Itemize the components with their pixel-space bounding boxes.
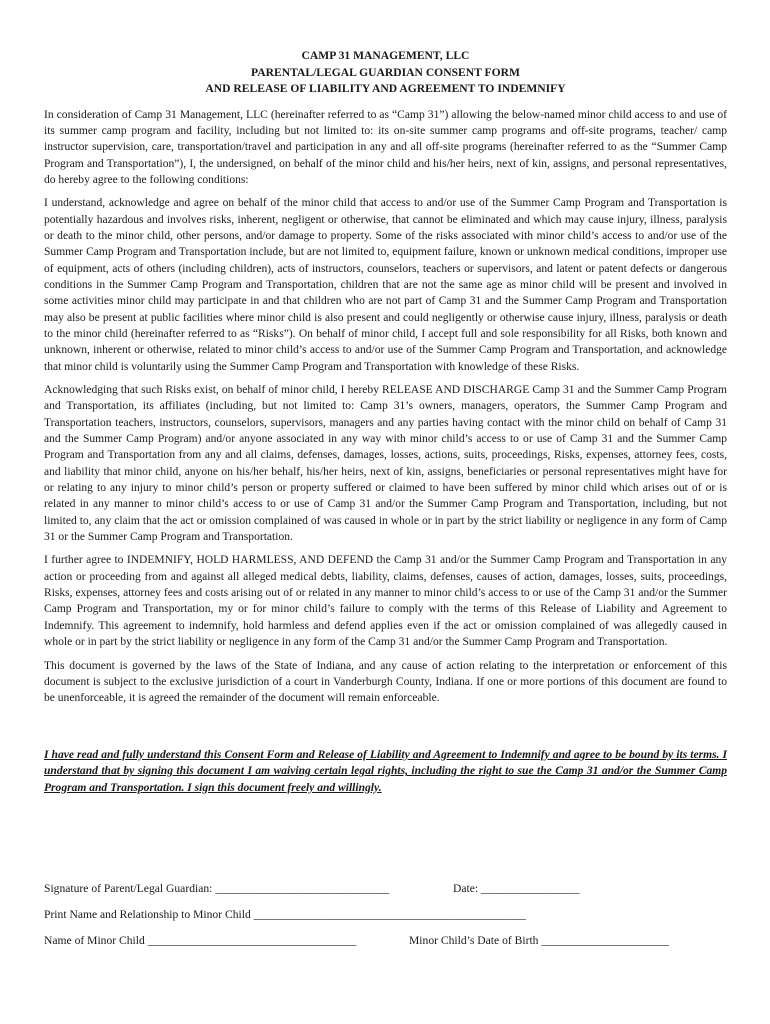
minor-birth-date-line: Minor Child’s Date of Birth ______________________ [409,934,669,947]
signature-row-guardian [44,882,727,908]
form-subtitle: AND RELEASE OF LIABILITY AND AGREEMENT TO INDEMNIFY [205,82,566,95]
guardian-signature-line: Signature of Parent/Legal Guardian: ______________________________ [44,882,390,895]
paragraph-release: Acknowledging that such Risks exist, on behalf of minor child, I hereby RELEASE AND DISCHARGE Camp 31 and the Summer Camp Program and Transportation, its affiliates (including, but not limited to: Camp 31’s owners, managers, operators, the Summer Camp Program and Transportation teachers, instructors, counselors, supervisors, managers and any parties having contact with the minor child on behalf of Camp 31 and the Summer Camp Program) and/or anyone associated in any way with minor child’s access to or use of Camp 31 and the Summer Camp Program and Transportation from any and all claims, defenses, damages, losses, actions, suits, proceedings, Risks, expenses, attorney fees, costs, and liability that minor child, anyone on his/her behalf, his/her heirs, next of kin, assigns, beneficiaries or personal representatives might have for or relating to any injury to minor child’s person or property suffered or claimed to have been suffered by minor child which arises out of or is related in any manner to minor child’s access to or use of Camp 31 and/or the Summer Camp Program and Transportation, including, but not limited to, any claim that the act or omission complained of was caused in whole or in part by the strict liability or negligence in any form of Camp 31 or the Summer Camp Program and Transportation. [44,384,727,544]
form-title: PARENTAL/LEGAL GUARDIAN CONSENT FORM [251,65,520,79]
date-line: Date: _________________ [453,882,580,895]
minor-name-line: Name of Minor Child ____________________________________ [44,934,357,947]
paragraph-risks: I understand, acknowledge and agree on behalf of the minor child that access to and/or use of the Summer Camp Program and Transportation is potentially hazardous and involves risks, inherent, negligent or otherwise, that cannot be eliminated and which may cause injury, illness, paralysis or death to the minor child, other persons, and/or damage to property. Some of the risks associated with minor child’s access to and/or use of the Summer Camp Program and Transportation include, but are not limited to, equipment failure, known or unknown medical conditions, improper use of equipment, acts of others (including children), acts of instructors, counselors, teachers or supervisors, and latent or patent defects or dangerous conditions in the Summer Camp Program and Transportation, children that are not the same age as minor child will be present and involved in some activities minor child may participate in and that children who are not part of Camp 31 and the Summer Camp Program and Transportation may also be present at public facilities where minor child is also present and could negligently or otherwise cause injury, illness, paralysis or death to the minor child (hereinafter referred to as “Risks”). On behalf of minor child, I accept full and sole responsibility for all Risks, both known and unknown, inherent or otherwise, related to minor child’s access to and/or use of the Summer Camp Program and Transportation, and acknowledge that minor child is voluntarily using the Summer Camp Program and Transportation with knowledge of these Risks. [44,197,727,373]
paragraph-governing-law: This document is governed by the laws of the State of Indiana, and any cause of action relating to the interpretation or enforcement of this document is subject to the exclusive jurisdiction of a court in Vanderburgh County, Indiana. If one or more portions of this document are found to be unenforceable, it is agreed the remainder of the document will remain enforceable. [44,659,727,705]
document-header [44,48,727,98]
company-name: CAMP 31 MANAGEMENT, LLC [301,49,470,62]
print-name-line: Print Name and Relationship to Minor Child _______________________________________________ [44,908,527,921]
paragraph-consideration: In consideration of Camp 31 Management, LLC (hereinafter referred to as “Camp 31”) allowing the below-named minor child access to and use of its summer camp program and facility, including but not limited to: its on-site summer camp programs and off-site programs, teacher/ camp instructor supervision, care, transportation/travel and participation in any and all off-site programs (hereinafter referred to as the “Summer Camp Program and Transportation”), I, the undersigned, on behalf of the minor child and his/her heirs, next of kin, assigns, and personal representatives, do hereby agree to the following conditions: [44,108,727,186]
paragraph-indemnify: I further agree to INDEMNIFY, HOLD HARMLESS, AND DEFEND the Camp 31 and/or the Summer Camp Program and Transportation in any action or proceeding from and against all alleged medical debts, liability, claims, defenses, causes of action, damages, losses, suits, proceedings, Risks, expenses, attorney fees and costs arising out of or related in any manner to minor child’s access to or use of the Camp 31 and/or the Summer Camp Program and Transportation, my or for minor child’s failure to comply with the terms of this Release of Liability and Agreement to Indemnify. This agreement to indemnify, hold harmless and defend applies even if the act or omission complained of was allegedly caused in whole or in part by the strict liability or negligence in any form of the Camp 31 and/or the Summer Camp Program and Transportation. [44,554,727,649]
signature-row-minor [44,934,727,960]
acknowledgement-statement: I have read and fully understand this Consent Form and Release of Liability and Agreement to Indemnify and agree to be bound by its terms. I understand that by signing this document I am waiving certain legal rights, including the right to sue the Camp 31 and/or the Summer Camp Program and Transportation. I sign this document freely and willingly. [44,748,727,794]
consent-form-page [44,48,727,947]
signature-section [44,882,727,960]
signature-row-print-name [44,908,727,934]
